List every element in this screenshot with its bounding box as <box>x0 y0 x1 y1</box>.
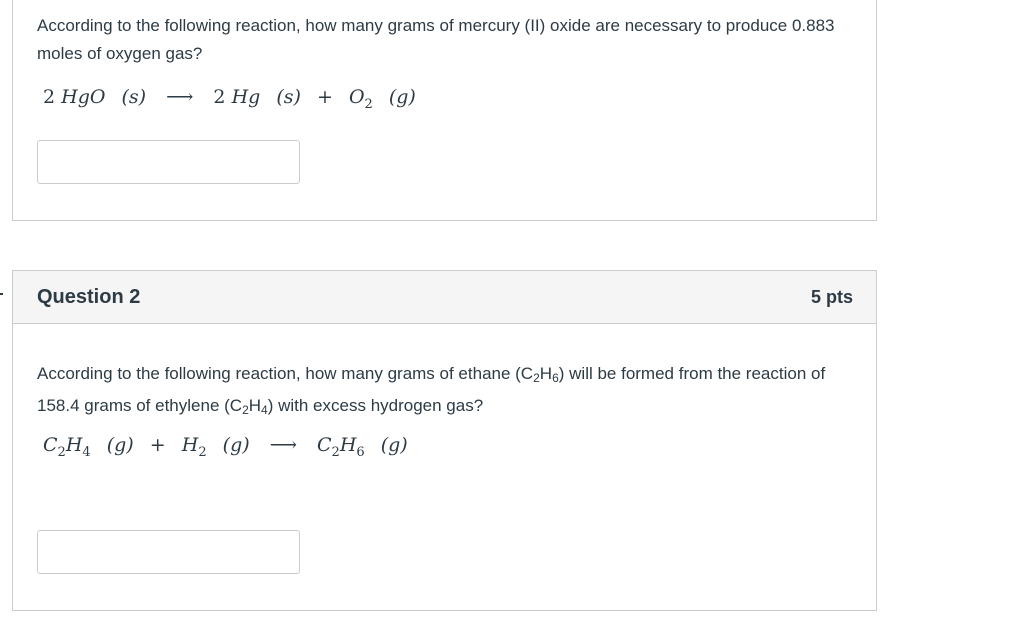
question-2-header <box>13 271 876 324</box>
left-edge-marker <box>0 293 3 295</box>
question-1-answer-input[interactable] <box>37 140 300 184</box>
question-1-card <box>12 0 877 221</box>
question-2-text: According to the following reaction, how many grams of ethane (C2H6) will be formed from the reaction of 158.4 grams of ethylene (C2H4) with excess hydrogen gas? <box>37 364 826 417</box>
question-2-equation: $C_2H_4$ $(g) + H_2$ (g) ⟶ $C_2H_6$ (g) <box>43 434 408 460</box>
question-2-card <box>12 270 877 611</box>
reaction-arrow-icon: ⟶ <box>166 86 194 108</box>
reaction-arrow-icon: ⟶ <box>269 434 297 456</box>
question-2-title: Question 2 <box>37 285 141 308</box>
question-2-points: 5 pts <box>810 286 853 307</box>
question-1-equation: 2 HgO (s) ⟶ 2 Hg $(s) + O_2$ (g) <box>43 86 416 112</box>
question-2-answer-input[interactable] <box>37 530 300 574</box>
question-1-text: According to the following reaction, how many grams of mercury (II) oxide are necessary to produce 0.883 moles of oxygen gas? <box>37 16 835 63</box>
